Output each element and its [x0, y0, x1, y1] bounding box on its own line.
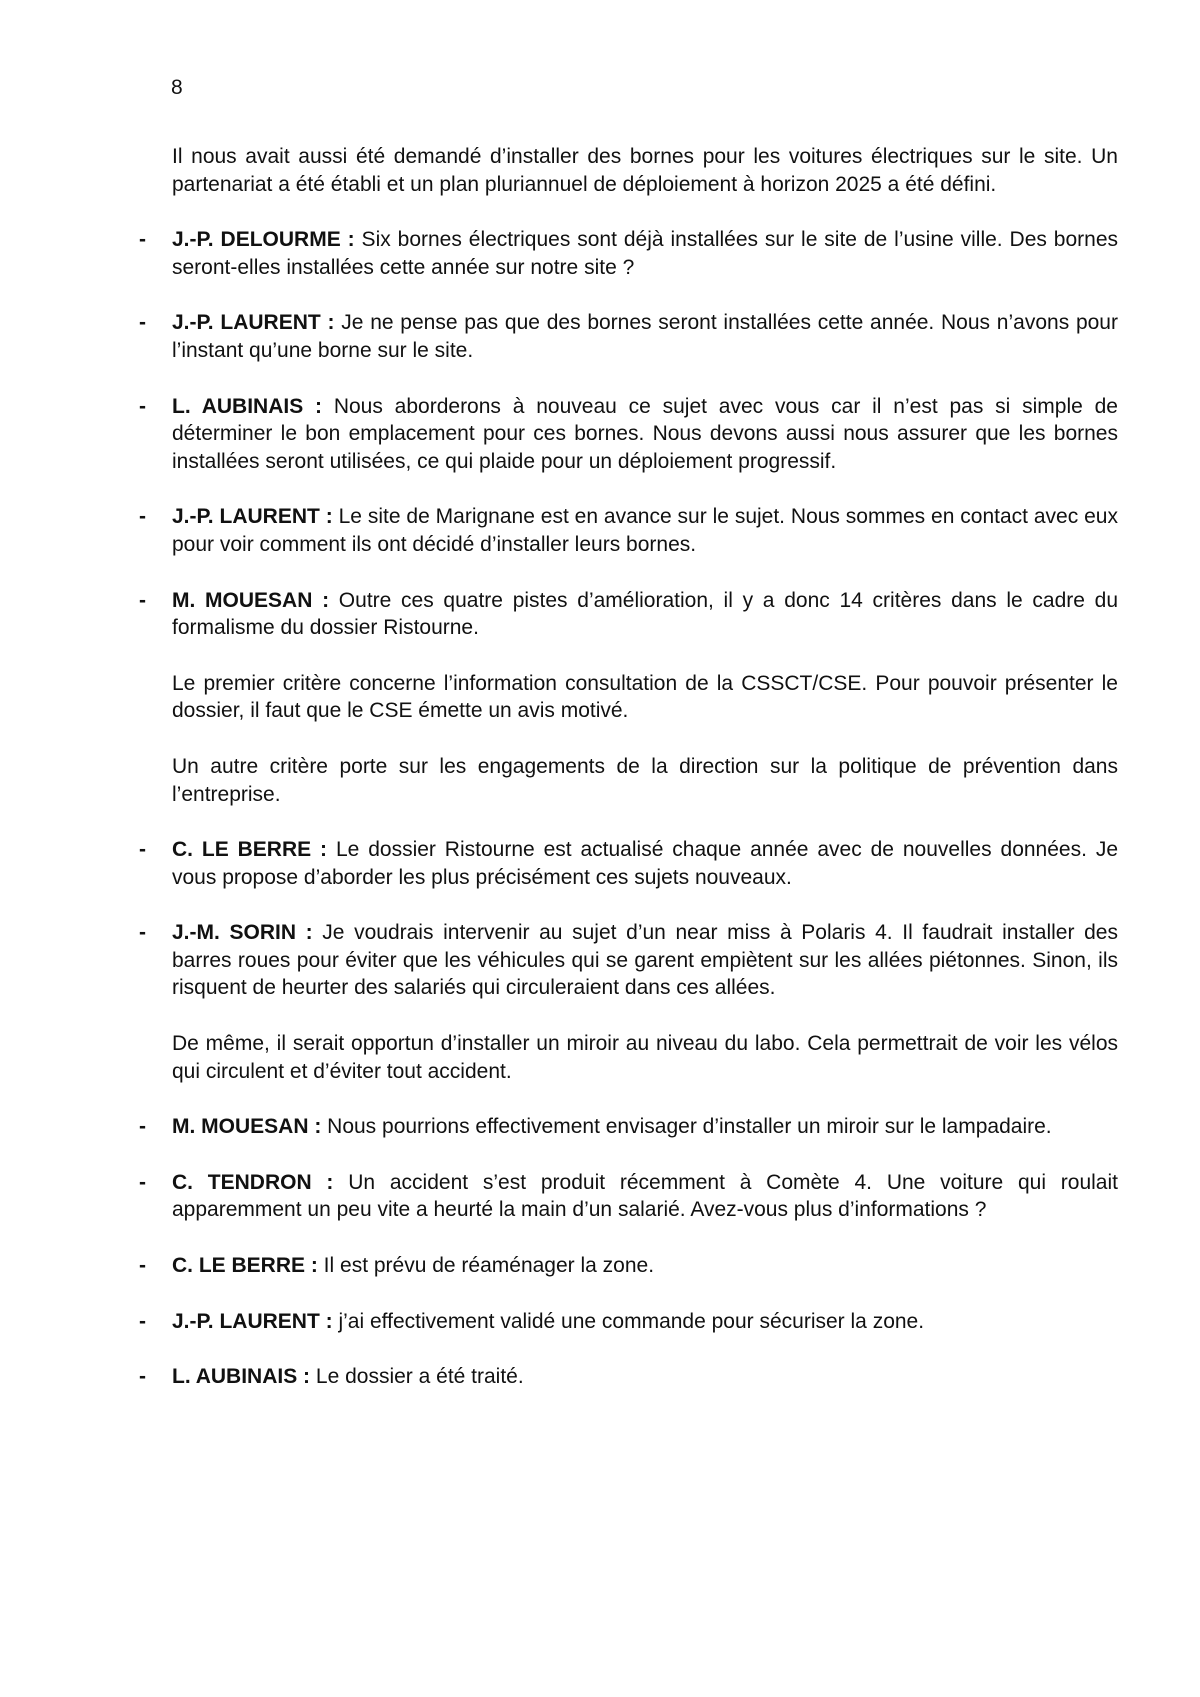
intervention-mouesan-1	[139, 587, 1119, 642]
intervention-text: Nous pourrions effectivement envisager d’installer un miroir sur le lampadaire.	[321, 1115, 1052, 1139]
bullet-dash: -	[139, 921, 146, 945]
intervention-text: Je voudrais intervenir au sujet d’un near miss à Polaris 4. Il faudrait installer des barres roues pour éviter que les véhicules qui se garent empiètent sur les allées piétonnes. Sinon, ils risquent de heurter des salariés qui circuleraient dans ces allées.	[172, 921, 1118, 1000]
bullet-dash: -	[139, 1254, 146, 1278]
intervention-text: Le site de Marignane est en avance sur le sujet. Nous sommes en contact avec eux pour voir comment ils ont décidé d’installer leurs bornes.	[172, 505, 1118, 556]
intervention-mouesan-2	[139, 1113, 1118, 1141]
intervention-le-berre-2	[139, 1252, 1118, 1280]
bullet-dash: -	[139, 1170, 146, 1194]
speaker-name: C. LE BERRE :	[172, 838, 328, 862]
bullet-dash: -	[139, 1365, 146, 1389]
paragraph-text: De même, il serait opportun d’installer un miroir au niveau du labo. Cela permettrait de voir les vélos qui circulent et d’éviter tout accident.	[172, 1032, 1118, 1083]
intervention-text: Le dossier a été traité.	[310, 1365, 524, 1389]
intervention-aubinais-2	[139, 1363, 1118, 1391]
speaker-name: J.-P. LAURENT :	[172, 505, 333, 529]
intervention-text: Le dossier Ristourne est actualisé chaque année avec de nouvelles données. Je vous propose d’aborder les plus précisément ces sujets nouveaux.	[172, 838, 1118, 889]
speaker-name: L. AUBINAIS :	[172, 394, 323, 418]
intervention-text: Un accident s’est produit récemment à Comète 4. Une voiture qui roulait apparemment un peu vite a heurté la main d’un salarié. Avez-vous plus d’informations ?	[172, 1170, 1118, 1222]
speaker-name: J.-P. LAURENT :	[172, 311, 335, 335]
intervention-tendron	[139, 1169, 1118, 1224]
paragraph-ev-charging-plan	[172, 143, 1118, 198]
bullet-dash: -	[139, 838, 146, 862]
bullet-dash: -	[139, 394, 146, 418]
intervention-text: j’ai effectivement validé une commande pour sécuriser la zone.	[332, 1309, 925, 1333]
paragraph-first-criterion	[172, 670, 1118, 725]
intervention-laurent-1	[139, 309, 1118, 364]
speaker-name: C. LE BERRE :	[172, 1254, 318, 1278]
minutes-body	[139, 143, 1119, 1419]
intervention-text: Nous aborderons à nouveau ce sujet avec vous car il n’est pas si simple de déterminer le bon emplacement pour ces bornes. Nous devons aussi nous assurer que les bornes installées seront utilisées, ce qui plaide pour un déploiement progressif.	[172, 394, 1118, 473]
intervention-delourme	[139, 226, 1119, 281]
bullet-dash: -	[139, 1309, 146, 1333]
intervention-text: Six bornes électriques sont déjà installées sur le site de l’usine ville. Des bornes seront-elles installées cette année sur notre site ?	[172, 228, 1119, 279]
page-number: 8	[171, 76, 183, 99]
speaker-name: L. AUBINAIS :	[172, 1365, 311, 1389]
intervention-aubinais-1	[139, 393, 1118, 476]
speaker-name: C. TENDRON :	[172, 1170, 334, 1194]
intervention-text: Il est prévu de réaménager la zone.	[317, 1254, 655, 1278]
intervention-laurent-3	[139, 1308, 1118, 1336]
speaker-name: M. MOUESAN :	[172, 1115, 322, 1139]
bullet-dash: -	[139, 505, 146, 529]
paragraph-mirror-labo	[172, 1030, 1118, 1085]
intervention-le-berre-1	[139, 836, 1118, 891]
paragraph-text: Le premier critère concerne l’information consultation de la CSSCT/CSE. Pour pouvoir présenter le dossier, il faut que le CSE émette un avis motivé.	[172, 671, 1118, 723]
paragraph-second-criterion	[172, 753, 1118, 808]
bullet-dash: -	[139, 228, 146, 252]
speaker-name: J.-P. LAURENT :	[172, 1309, 333, 1333]
speaker-name: J.-M. SORIN :	[172, 921, 313, 945]
intervention-text: Je ne pense pas que des bornes seront installées cette année. Nous n’avons pour l’instant qu’une borne sur le site.	[172, 311, 1118, 362]
paragraph-text: Il nous avait aussi été demandé d’installer des bornes pour les voitures électriques sur le site. Un partenariat a été établi et un plan pluriannuel de déploiement à horizon 2025 a été défini.	[172, 145, 1118, 196]
speaker-name: M. MOUESAN :	[172, 588, 330, 612]
speaker-name: J.-P. DELOURME :	[172, 228, 355, 252]
intervention-text: Outre ces quatre pistes d’amélioration, il y a donc 14 critères dans le cadre du formalisme du dossier Ristourne.	[172, 588, 1119, 640]
bullet-dash: -	[139, 311, 146, 335]
paragraph-text: Un autre critère porte sur les engagements de la direction sur la politique de prévention dans l’entreprise.	[172, 754, 1118, 806]
intervention-sorin	[139, 919, 1118, 1002]
bullet-dash: -	[139, 588, 146, 612]
intervention-laurent-2	[139, 503, 1118, 558]
bullet-dash: -	[139, 1115, 146, 1139]
